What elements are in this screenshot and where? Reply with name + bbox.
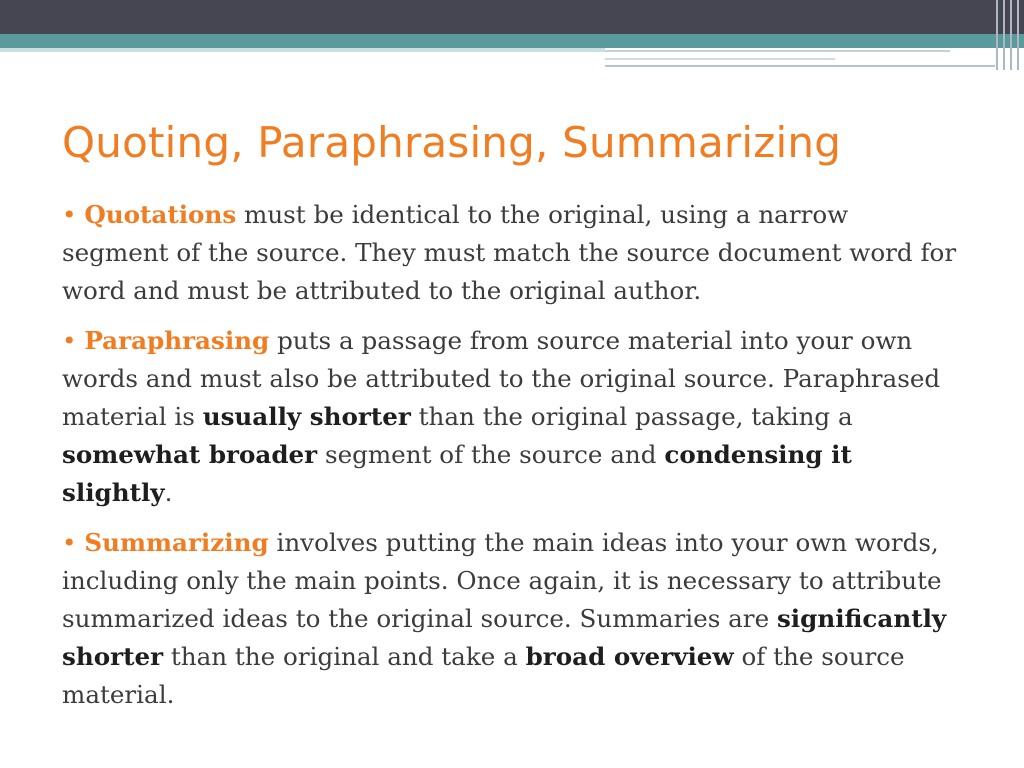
summarizing-text: involves putting the main ideas into your own words, including only the main points. Once again, it is necessary to attribute summarized ideas to the original source. Summaries are [62, 528, 942, 633]
quotations-text: must be identical to the original, using a narrow segment of the source. They must match the source document word for word and must be attributed to the original author. [62, 200, 957, 305]
decorative-vertical-line [1017, 0, 1019, 70]
bullet-icon: • [62, 326, 77, 355]
paraphrasing-text: than the original passage, taking a [410, 402, 853, 431]
paraphrasing-text: puts a passage from source material into your own words and must also be attributed to the original source. Paraphrased material is [62, 326, 941, 431]
decorative-line [605, 58, 835, 60]
summarizing-text: of the source material. [62, 642, 905, 709]
paraphrasing-text: segment of the source and [317, 440, 665, 469]
decorative-line [605, 65, 995, 67]
bullet-paraphrasing [62, 322, 962, 512]
slide-title: Quoting, Paraphrasing, Summarizing [62, 118, 842, 167]
term-paraphrasing: Paraphrasing [84, 326, 270, 355]
emphasis-condensing-it-slightly: condensing it slightly [62, 440, 852, 507]
header-bar [0, 0, 1024, 34]
term-quotations: Quotations [84, 200, 237, 229]
bullet-icon: • [62, 528, 77, 557]
emphasis-significantly-shorter: significantly shorter [62, 604, 947, 671]
header-accent-stripe [0, 48, 605, 52]
paraphrasing-text: . [164, 478, 173, 507]
bullet-summarizing [62, 524, 962, 714]
emphasis-somewhat-broader: somewhat broader [62, 440, 318, 469]
slide-body [62, 196, 962, 726]
decorative-line [605, 50, 950, 52]
header-accent-band [0, 34, 1024, 48]
emphasis-usually-shorter: usually shorter [202, 402, 411, 431]
bullet-icon: • [62, 200, 77, 229]
emphasis-broad-overview: broad overview [525, 642, 734, 671]
bullet-quotations [62, 196, 962, 310]
decorative-vertical-line [1010, 0, 1012, 70]
term-summarizing: Summarizing [84, 528, 269, 557]
summarizing-text: than the original and take a [163, 642, 526, 671]
decorative-vertical-line [1003, 0, 1005, 70]
decorative-vertical-line [996, 0, 998, 70]
